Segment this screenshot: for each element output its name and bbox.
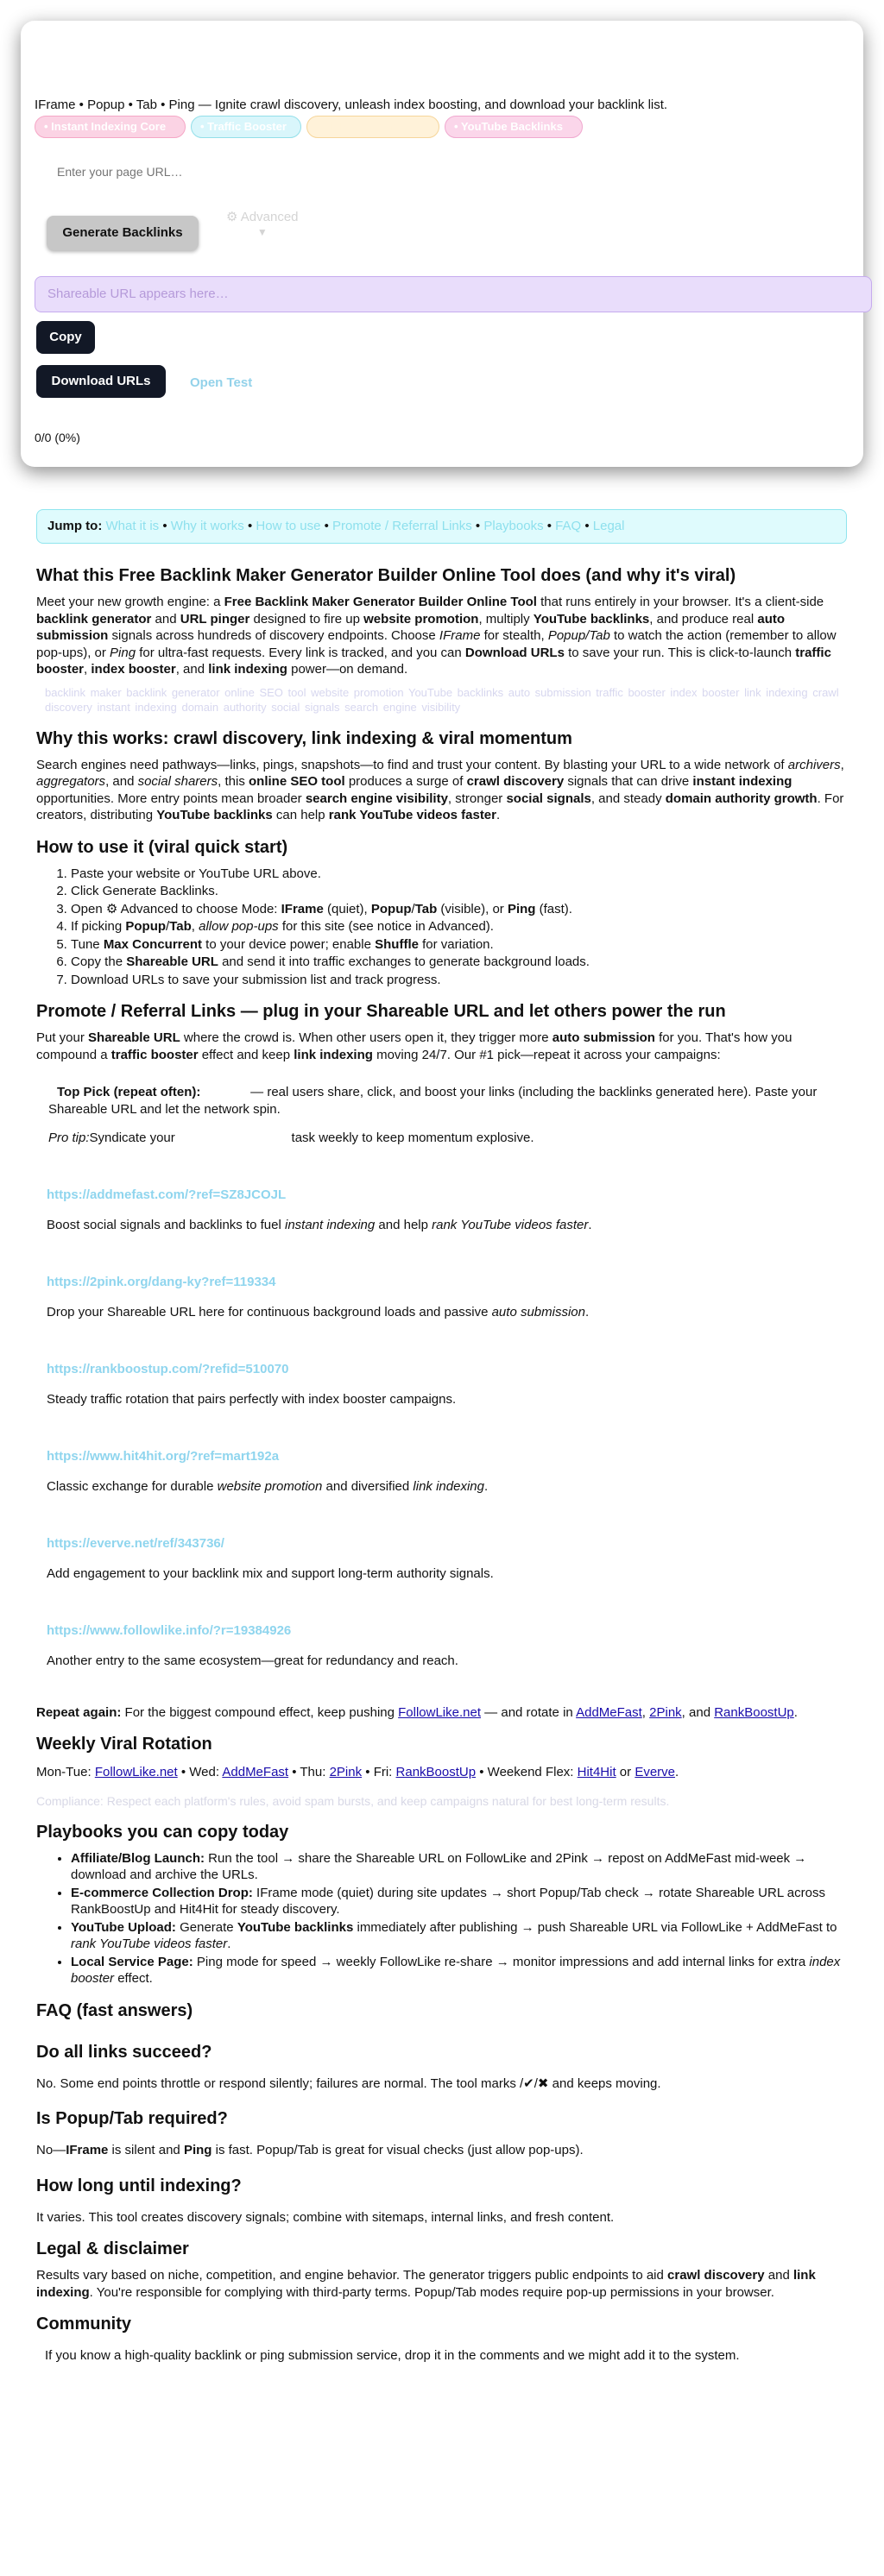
mode-chip-link-detector[interactable]: • Link Detector (306, 116, 439, 138)
list-item: 1. Paste your website or YouTube URL above. (71, 866, 848, 883)
campaign-list (47, 1187, 848, 1670)
campaign-item: https://everve.net/ref/343736/ Add engagement to your backlink mix and support long-term authority signals. (47, 1535, 848, 1583)
campaign-item: https://2pink.org/dang-ky?ref=119334 Drop your Shareable URL here for continuous background loads and passive auto submission. (47, 1274, 848, 1321)
weekly-link-everve[interactable]: Everve (635, 1765, 676, 1780)
list-item: • E-commerce Collection Drop: IFrame mode (quiet) during site updates → short Popup/Tab check → rotate Shareable URL across RankBoostUp and Hit4Hit for steady discovery. (71, 1885, 848, 1918)
compliance-note: Compliance: Respect each platform's rules, avoid spam bursts, and keep campaigns natural for best long-term results. (36, 1793, 670, 1808)
campaign-item: https://www.hit4hit.org/?ref=mart192a Classic exchange for durable website promotion and diversified link indexing. (47, 1448, 848, 1496)
weekly-link-hit4hit[interactable]: Hit4Hit (577, 1765, 616, 1780)
tool-card (21, 21, 863, 467)
jump-bar: Jump to: What it is • Why it works • How to use • Promote / Referral Links • Playbooks • FAQ • Legal (36, 509, 847, 544)
list-item: 2. Click Generate Backlinks. (71, 883, 848, 900)
link-2pink[interactable]: 2Pink (649, 1704, 682, 1720)
mode-chip-traffic-booster[interactable]: • Traffic Booster (191, 116, 301, 138)
weekly-link-2pink[interactable]: 2Pink (329, 1765, 363, 1780)
faq-question: Do all links succeed? (36, 2042, 212, 2062)
how-steps (36, 866, 848, 989)
promote-paragraph: Put your Shareable URL where the crowd is. When other users open it, they trigger more auto submission for you. That's how you compound a traffic booster effect and keep link indexing moving 24/7. Our #1 pick—repeat it across your campaigns: (36, 1030, 792, 1062)
community-paragraph: If you know a high-quality backlink or ping submission service, drop it in the comments and we might add it to the system. (45, 2348, 740, 2364)
campaign-link-followlike[interactable]: https://www.followlike.info/?r=19384926 (47, 1622, 292, 1638)
advanced-label: ⚙ Advanced (226, 210, 299, 224)
campaign-link-rankboostup[interactable]: https://rankboostup.com/?refid=510070 (47, 1361, 289, 1376)
weekly-link-rankboostup[interactable]: RankBoostUp (395, 1765, 477, 1780)
campaign-link-addmefast[interactable]: https://addmefast.com/?ref=SZ8JCOJL (47, 1187, 287, 1202)
advanced-toggle[interactable] (226, 209, 299, 239)
weekly-schedule: Mon-Tue: FollowLike.net • Wed: AddMeFast • Thu: 2Pink • Fri: RankBoostUp • Weekend Flex: Hit4Hit or Everve. (36, 1765, 679, 1780)
copy-button[interactable]: Copy (36, 321, 95, 354)
link-addmefast[interactable]: AddMeFast (576, 1704, 642, 1720)
campaign-link-hit4hit[interactable]: https://www.hit4hit.org/?ref=mart192a (47, 1448, 280, 1464)
open-test-link[interactable]: Open Test (190, 375, 253, 390)
section-title-promote: Promote / Referral Links — plug in your Shareable URL and let others power the run (36, 1002, 726, 1022)
list-item: 7. Download URLs to save your submission list and track progress. (71, 972, 848, 989)
tool-tagline: IFrame • Popup • Tab • Ping — Ignite crawl discovery, unleash index boosting, and download your backlink list. (35, 98, 668, 112)
campaign-item: https://addmefast.com/?ref=SZ8JCOJL Boost social signals and backlinks to fuel instant indexing and help rank YouTube videos faster. (47, 1187, 848, 1234)
section-title-legal: Legal & disclaimer (36, 2239, 189, 2259)
playbook-list (36, 1850, 848, 1987)
jump-link-faq[interactable]: FAQ (555, 519, 582, 534)
section-title-what: What this Free Backlink Maker Generator Builder Online Tool does (and why it's viral) (36, 566, 736, 585)
list-item: 5. Tune Max Concurrent to your device power; enable Shuffle for variation. (71, 936, 848, 954)
chevron-down-icon: ▼ (256, 225, 268, 238)
url-input[interactable] (35, 161, 281, 183)
section-title-why: Why this works: crawl discovery, link indexing & viral momentum (36, 728, 572, 748)
list-item: • YouTube Upload: Generate YouTube backlinks immediately after publishing → push Shareable URL via FollowLike + AddMeFast to rank YouTube videos faster. (71, 1919, 848, 1953)
campaign-item: https://www.followlike.info/?r=19384926 Another entry to the same ecosystem—great for redundancy and reach. (47, 1622, 848, 1670)
weekly-link-addmefast[interactable]: AddMeFast (222, 1765, 289, 1780)
jump-link-how[interactable]: How to use (256, 519, 321, 534)
section-title-weekly: Weekly Viral Rotation (36, 1735, 212, 1754)
campaign-link-everve[interactable]: https://everve.net/ref/343736/ (47, 1535, 224, 1551)
jump-link-promote[interactable]: Promote / Referral Links (332, 519, 472, 534)
faq-answer: No. Some end points throttle or respond silently; failures are normal. The tool marks /✔/✖ and keeps moving. (36, 2075, 661, 2091)
download-urls-button[interactable]: Download URLs (36, 365, 166, 398)
campaign-link-2pink[interactable]: https://2pink.org/dang-ky?ref=119334 (47, 1274, 276, 1289)
article (36, 552, 848, 2365)
faq-question: Is Popup/Tab required? (36, 2109, 228, 2129)
list-item: 6. Copy the Shareable URL and send it into traffic exchanges to generate background loads. (71, 954, 848, 971)
section-title-how: How to use it (viral quick start) (36, 837, 288, 857)
campaign-item: https://rankboostup.com/?refid=510070 Steady traffic rotation that pairs perfectly with index booster campaigns. (47, 1361, 848, 1408)
what-paragraph: Meet your new growth engine: a Free Backlink Maker Generator Builder Online Tool that runs entirely in your browser. It's a client-side backlink generator and URL pinger designed to fire up website promotion, multiply YouTube backlinks, and produce real auto submission signals across hundreds of discovery endpoints. Choose IFrame for stealth, Popup/Tab to watch the action (remember to allow pop-ups), or Ping for ultra-fast requests. Every link is tracked, and you can Download URLs to save your run. This is click-to-launch traffic booster, index booster, and link indexing power—on demand. (36, 595, 837, 677)
section-title-playbooks: Playbooks you can copy today (36, 1822, 289, 1842)
weekly-link-followlike[interactable]: FollowLike.net (94, 1765, 178, 1780)
mode-chips (35, 116, 583, 138)
keyword-tags: backlink maker backlink generator online SEO tool website promotion YouTube backlinks auto submission traffic booster index booster link indexing crawl discovery instant indexing domain authority social signals search engine visibility (45, 685, 839, 715)
faq-answer: No—IFrame is silent and Ping is fast. Popup/Tab is great for visual checks (just allow pop-ups). (36, 2143, 584, 2158)
jump-link-what[interactable]: What it is (105, 519, 160, 534)
link-followlike[interactable]: FollowLike.net (398, 1704, 482, 1720)
faq-question: How long until indexing? (36, 2176, 242, 2195)
mode-chip-instant-indexing[interactable]: • Instant Indexing Core (35, 116, 186, 138)
list-item: 4. If picking Popup/Tab, allow pop-ups for this site (see notice in Advanced). (71, 918, 848, 935)
pro-tip-label: Pro tip: (48, 1131, 90, 1146)
list-item: • Affiliate/Blog Launch: Run the tool → share the Shareable URL on FollowLike and 2Pink → repost on AddMeFast mid-week → download and archive the URLs. (71, 1850, 848, 1884)
legal-paragraph: Results vary based on niche, competition, and engine behavior. The generator triggers public endpoints to aid crawl discovery and link indexing. You're responsible for complying with third-party terms. Popup/Tab modes require pop-up permissions in your browser. (36, 2268, 816, 2300)
jump-link-legal[interactable]: Legal (592, 519, 625, 534)
top-pick: Top Pick (repeat often): — real users share, click, and boost your links (including the backlinks generated here). Paste your Shareable URL and let the network spin. Pro tip:Syndicate your task weekly to keep momentum explosive. (48, 1085, 818, 1146)
repeat-again: Repeat again: For the biggest compound effect, keep pushing FollowLike.net — and rotate in AddMeFast, 2Pink, and RankBoostUp. (36, 1704, 798, 1720)
faq-answer: It varies. This tool creates discovery signals; combine with sitemaps, internal links, and fresh content. (36, 2209, 615, 2225)
mode-chip-youtube-backlinks[interactable]: • YouTube Backlinks (445, 116, 583, 138)
section-title-faq: FAQ (fast answers) (36, 2000, 193, 2020)
jump-label: Jump to: (47, 519, 103, 534)
jump-link-playbooks[interactable]: Playbooks (483, 519, 544, 534)
progress-counter: 0/0 (0%) (35, 431, 80, 444)
list-item: 3. Open ⚙ Advanced to choose Mode: IFrame (quiet), Popup/Tab (visible), or Ping (fast). (71, 901, 848, 918)
top-pick-label: Top Pick (repeat often): (57, 1085, 201, 1100)
shareable-url-field[interactable]: Shareable URL appears here… (35, 276, 872, 312)
why-paragraph: Search engines need pathways—links, pings, snapshots—to find and trust your content. By blasting your URL to a wide network of archivers, aggregators, and social sharers, this online SEO tool produces a surge of crawl discovery signals that can drive instant indexing opportunities. More entry points mean broader search engine visibility, stronger social signals, and steady domain authority growth. For creators, distributing YouTube backlinks can help rank YouTube videos faster. (36, 757, 844, 823)
generate-backlinks-button[interactable]: Generate Backlinks (47, 216, 199, 250)
list-item: • Local Service Page: Ping mode for speed → weekly FollowLike re-share → monitor impressions and add internal links for extra index booster effect. (71, 1954, 848, 1987)
link-rankboostup[interactable]: RankBoostUp (714, 1704, 794, 1720)
jump-link-why[interactable]: Why it works (170, 519, 244, 534)
section-title-community: Community (36, 2315, 131, 2334)
